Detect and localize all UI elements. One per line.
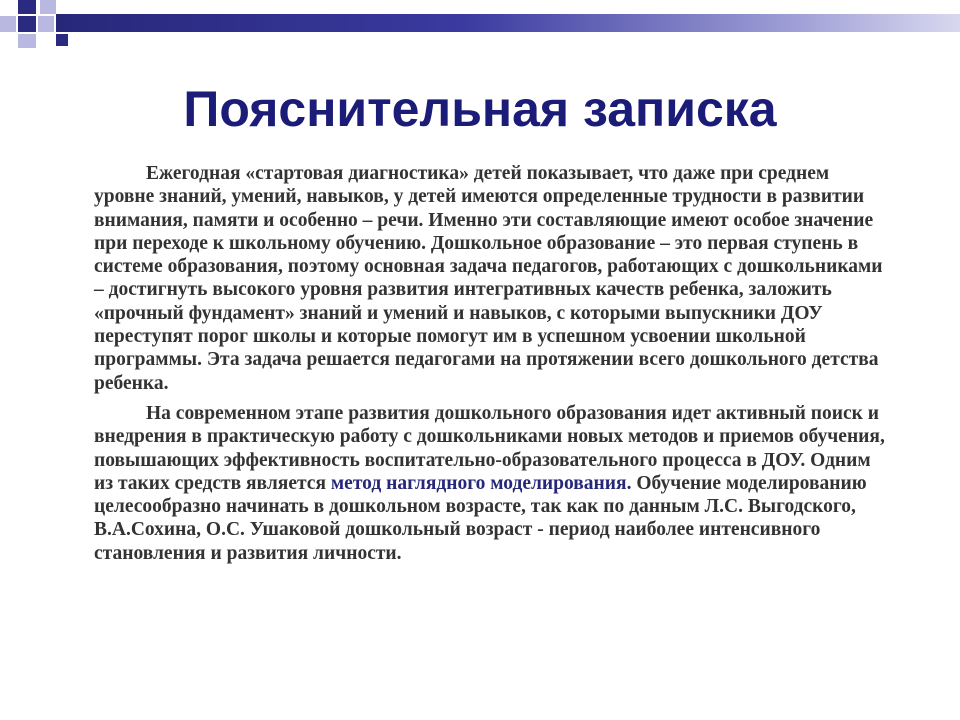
deco-square-dark-3	[56, 34, 68, 46]
paragraph-2-part-1: На современном этапе развития дошкольного образования идет активный поиск и внедрения в практическую работу с дошкольниками новых методов и приемов обучения, повышающих эффективность воспитательно-образовательного процесса в ДОУ. Одним из таких средств является	[94, 402, 885, 494]
paragraph-2-highlight: метод наглядного моделирования.	[330, 472, 632, 494]
paragraph-2-part-2: Обучение моделированию целесообразно начинать в дошкольном возрасте, так как по данным Л.С. Выгодского, В.А.Сохина, О.С. Ушаковой дошкольный возраст - период наиболее интенсивного становления и развития личности.	[94, 472, 867, 564]
page-title: Пояснительная записка	[183, 81, 777, 137]
paragraph-1: Ежегодная «стартовая диагностика» детей показывает, что даже при среднем уровне знаний, умений, навыков, у детей имеются определенные трудности в развитии внимания, памяти и особенно – речи. Именно эти составляющие имеют особое значение при переходе к школьному обучению. Дошкольное образование – это первая ступень в системе образования, поэтому основная задача педагогов, работающих с дошкольниками – достигнуть высокого уровня развития интегративных качеств ребенка, заложить «прочный фундамент» знаний и умений и навыков, с которыми выпускники ДОУ переступят порог школы и которые помогут им в успешном усвоении школьной программы. Эта задача решается педагогами на протяжении всего дошкольного детства ребенка.	[94, 163, 883, 394]
paragraph-2	[94, 402, 894, 565]
deco-square-light-4	[18, 34, 36, 48]
deco-square-light-2	[0, 16, 16, 32]
deco-square-light-3	[38, 16, 54, 32]
deco-square-dark-1	[18, 0, 36, 14]
deco-square-dark-2	[18, 16, 36, 32]
header-gradient-bar	[56, 14, 960, 32]
body-text	[94, 162, 894, 572]
deco-square-light-1	[40, 0, 56, 14]
